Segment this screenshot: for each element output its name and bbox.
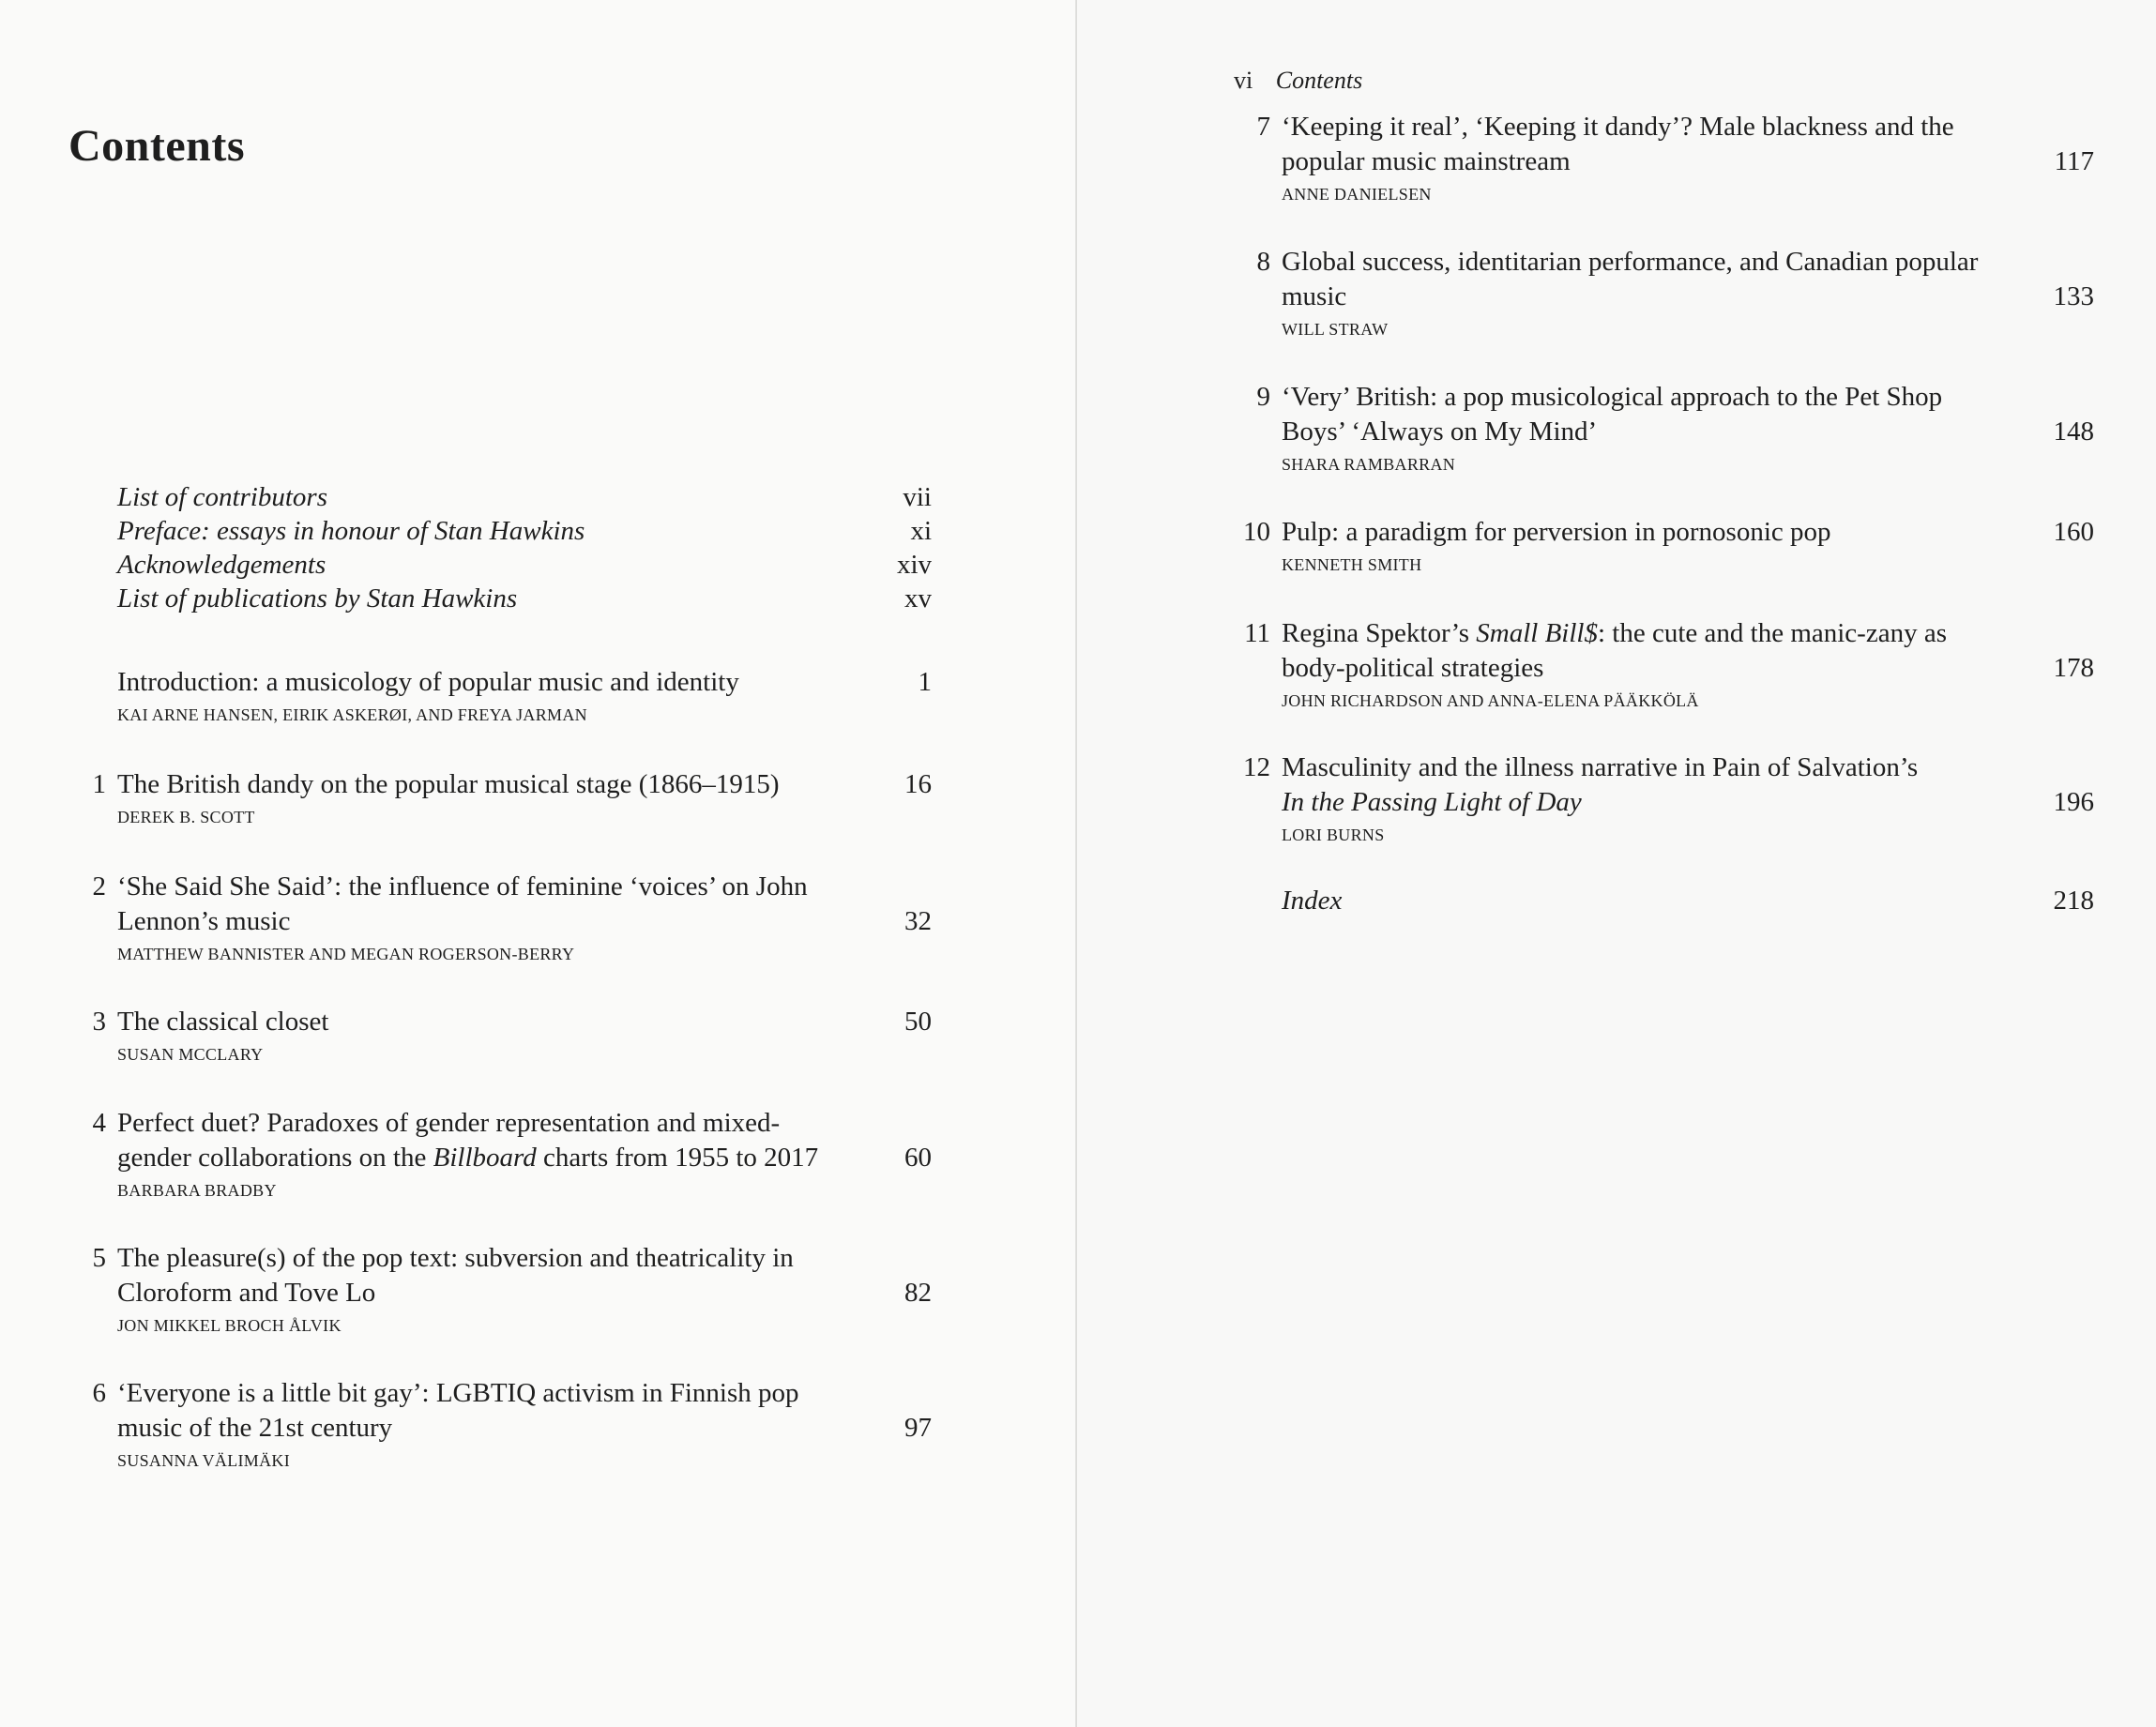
entry-authors: WILL STRAW: [1282, 320, 1389, 339]
entry-page: 60: [904, 1143, 932, 1173]
entry-authors: DEREK B. SCOTT: [117, 808, 255, 826]
entry-authors: SUSAN MCCLARY: [117, 1045, 264, 1064]
front-matter-label: Acknowledgements: [117, 550, 326, 580]
entry-title-line: Global success, identitarian performance, and Canadian popular: [1282, 247, 1979, 277]
entry-page: 50: [904, 1007, 932, 1037]
front-matter-page: vii: [903, 482, 932, 512]
entry-authors: LORI BURNS: [1282, 826, 1385, 844]
entry-title-line: [117, 1141, 932, 1175]
front-matter-item[interactable]: [117, 582, 932, 615]
entry-authors: KAI ARNE HANSEN, EIRIK ASKERØI, AND FREYA JARMAN: [117, 705, 587, 724]
entry-authors: SHARA RAMBARRAN: [1282, 455, 1456, 474]
entry-page: 32: [904, 906, 932, 936]
chapter-entry[interactable]: [92, 1106, 932, 1202]
entry-title-line: music: [1282, 281, 1347, 311]
front-matter-page: xv: [904, 583, 932, 614]
chapter-number: 5: [92, 1243, 106, 1273]
entry-page: 1: [918, 667, 932, 697]
entry-page: 97: [904, 1413, 932, 1443]
entry-title: Pulp: a paradigm for perversion in pornosonic pop: [1282, 517, 1831, 547]
chapter-number: 11: [1244, 618, 1270, 648]
front-matter-label: List of publications by Stan Hawkins: [117, 583, 518, 614]
front-matter-page: xi: [910, 516, 932, 546]
entry-title-line: music of the 21st century: [117, 1413, 393, 1443]
chapter-number: 4: [92, 1108, 106, 1138]
entry-title: Index: [1282, 886, 1343, 916]
title-part: gender collaborations on the: [117, 1143, 433, 1173]
entry-authors: JOHN RICHARDSON AND ANNA-ELENA PÄÄKKÖLÄ: [1282, 691, 1699, 710]
entry-title: The British dandy on the popular musical stage (1866–1915): [117, 769, 780, 799]
intro-entry[interactable]: [117, 665, 932, 726]
title-italic-part: Billboard: [433, 1143, 537, 1173]
running-head: [1234, 67, 1362, 95]
front-matter-item[interactable]: [117, 480, 932, 514]
entry-authors: SUSANNA VÄLIMÄKI: [117, 1451, 290, 1470]
entry-authors: JON MIKKEL BROCH ÅLVIK: [117, 1316, 342, 1335]
entry-title-line: In the Passing Light of Day: [1282, 787, 1582, 817]
chapter-entry[interactable]: [1256, 380, 2094, 476]
entry-title-line: Masculinity and the illness narrative in Pain of Salvation’s: [1282, 752, 1919, 782]
entry-page: 196: [2053, 787, 2094, 817]
entry-authors: KENNETH SMITH: [1282, 555, 1422, 574]
running-head-title: Contents: [1275, 67, 1363, 94]
entry-page: 133: [2053, 281, 2094, 311]
left-page: [0, 0, 1077, 1727]
chapter-number: 9: [1256, 382, 1270, 412]
entry-page: 178: [2053, 653, 2094, 683]
index-entry[interactable]: [1282, 884, 2094, 918]
entry-title-line: Boys’ ‘Always on My Mind’: [1282, 417, 1598, 447]
entry-title-line: The pleasure(s) of the pop text: subversion and theatricality in: [117, 1243, 794, 1273]
entry-title-line: Lennon’s music: [117, 906, 291, 936]
chapter-entry[interactable]: [92, 767, 932, 828]
title-italic-part: Small Bill$: [1476, 618, 1598, 648]
entry-page: 160: [2053, 517, 2094, 547]
front-matter-label: List of contributors: [117, 482, 327, 512]
entry-authors: MATTHEW BANNISTER AND MEGAN ROGERSON-BERRY: [117, 945, 575, 963]
title-part: charts from 1955 to 2017: [536, 1143, 819, 1173]
chapter-entry[interactable]: [1256, 245, 2094, 341]
running-head-page: vi: [1234, 67, 1253, 94]
entry-page: 117: [2054, 146, 2094, 176]
chapter-number: 1: [92, 769, 106, 799]
entry-authors: ANNE DANIELSEN: [1282, 185, 1432, 204]
entry-title-line: Perfect duet? Paradoxes of gender representation and mixed-: [117, 1108, 781, 1138]
entry-title-line: ‘Keeping it real’, ‘Keeping it dandy’? Male blackness and the: [1282, 112, 1954, 142]
chapter-entry[interactable]: [92, 1241, 932, 1337]
front-matter-label: Preface: essays in honour of Stan Hawkins: [117, 516, 585, 546]
title-part: Regina Spektor’s: [1282, 618, 1477, 648]
chapter-number: 12: [1243, 752, 1270, 782]
entry-title: Introduction: a musicology of popular music and identity: [117, 667, 739, 697]
entry-title-line: ‘Everyone is a little bit gay’: LGBTIQ activism in Finnish pop: [117, 1378, 799, 1408]
chapter-entry[interactable]: [92, 1005, 932, 1066]
front-matter-list: [117, 480, 932, 615]
page-title: Contents: [68, 121, 246, 171]
entry-title-line: popular music mainstream: [1282, 146, 1571, 176]
entry-title-line: ‘She Said She Said’: the influence of feminine ‘voices’ on John: [117, 871, 808, 901]
chapter-number: 3: [92, 1007, 106, 1037]
chapter-number: 8: [1256, 247, 1270, 277]
chapter-entry[interactable]: [92, 870, 932, 965]
entry-title-line: body-political strategies: [1282, 653, 1544, 683]
entry-title-line: ‘Very’ British: a pop musicological approach to the Pet Shop: [1282, 382, 1943, 412]
chapter-entry[interactable]: [1243, 515, 2094, 576]
entry-page: 218: [2053, 886, 2094, 916]
chapter-entry[interactable]: [1243, 750, 2094, 846]
chapter-entry[interactable]: [92, 1376, 932, 1472]
chapter-number: 7: [1256, 112, 1270, 142]
chapter-number: 6: [92, 1378, 106, 1408]
front-matter-page: xiv: [896, 550, 932, 580]
entry-page: 16: [904, 769, 932, 799]
entry-authors: BARBARA BRADBY: [117, 1181, 277, 1200]
title-part: : the cute and the manic-zany as: [1597, 618, 1947, 648]
chapter-entry[interactable]: [1244, 616, 2094, 712]
chapter-entry[interactable]: [1256, 110, 2094, 205]
entry-title: The classical closet: [117, 1007, 329, 1037]
entry-title-line: Cloroform and Tove Lo: [117, 1278, 376, 1308]
chapter-number: 10: [1243, 517, 1270, 547]
front-matter-item[interactable]: [117, 514, 932, 548]
chapter-number: 2: [92, 871, 106, 901]
front-matter-item[interactable]: [117, 548, 932, 582]
entry-page: 82: [904, 1278, 932, 1308]
entry-page: 148: [2053, 417, 2094, 447]
entry-title-line: [1282, 616, 2094, 651]
